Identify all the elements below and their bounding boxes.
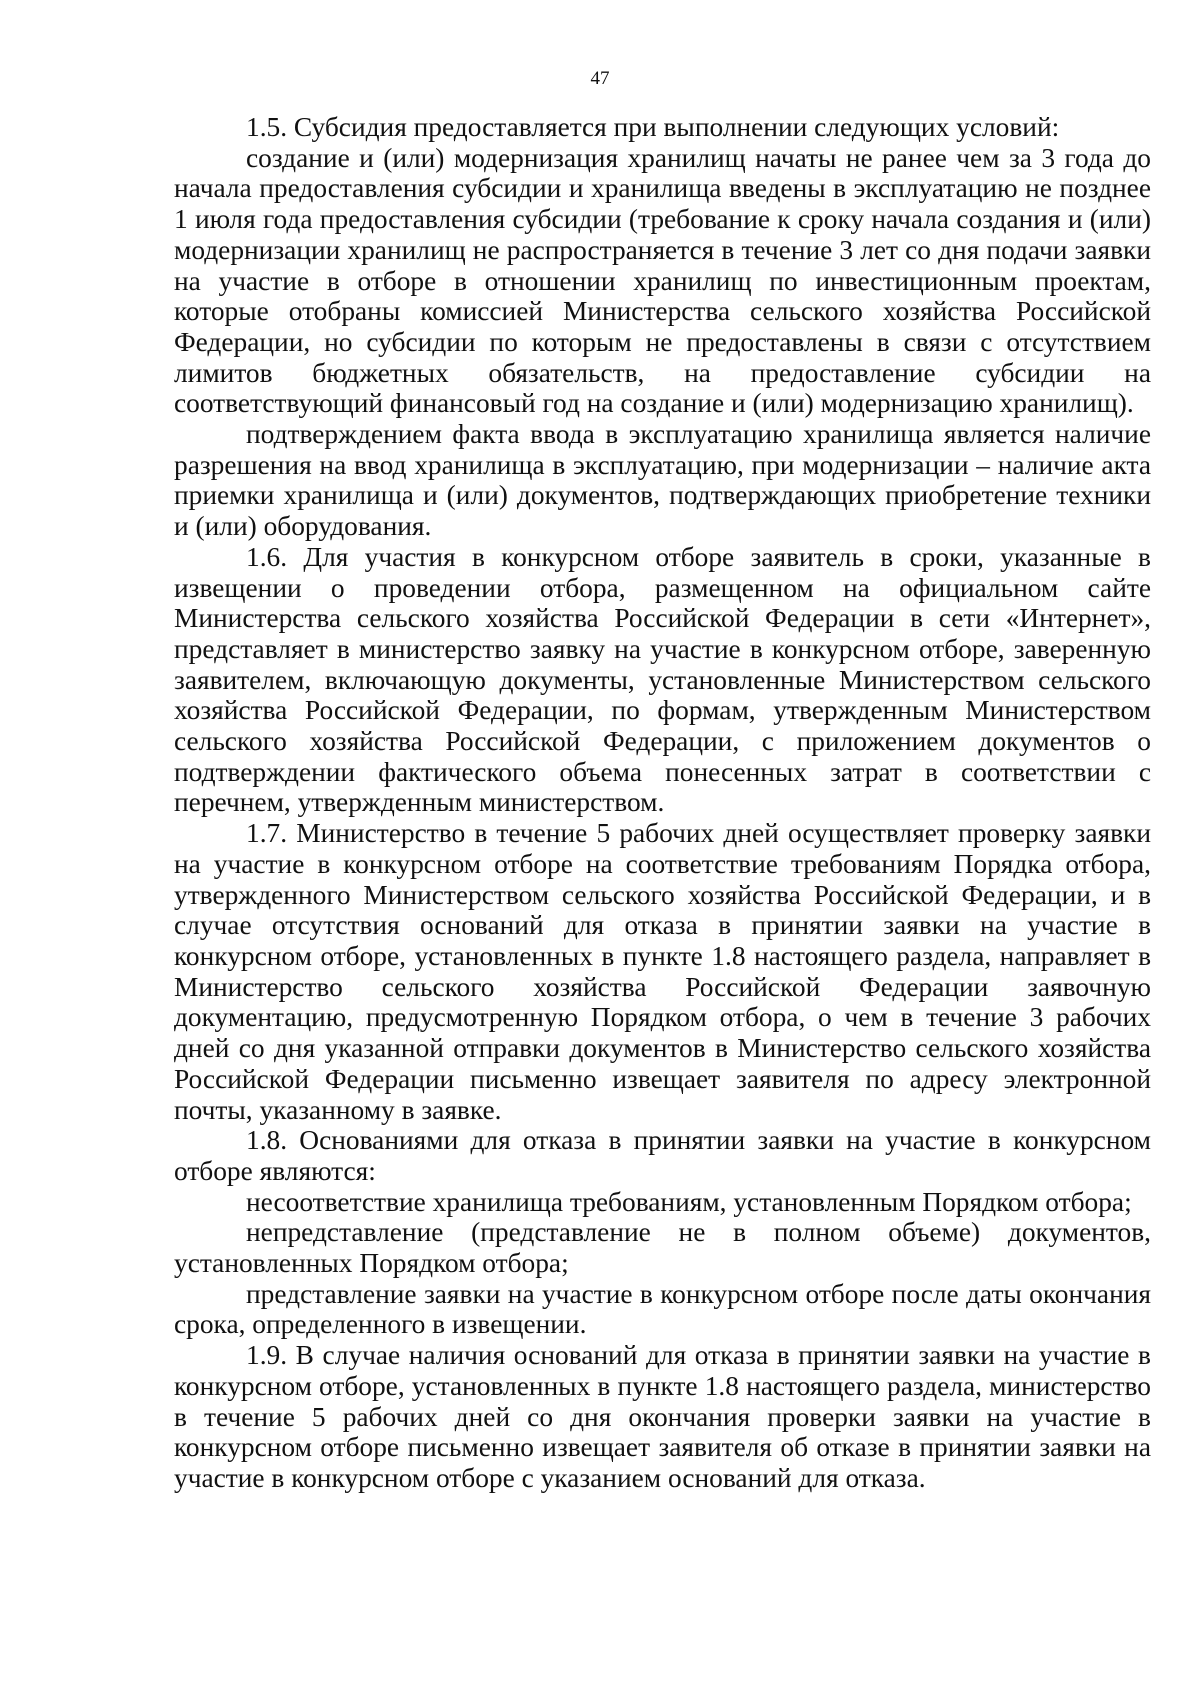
document-body — [174, 112, 1151, 1494]
paragraph-refusal-reason-1: несоответствие хранилища требованиям, установленным Порядком отбора; — [246, 1186, 1132, 1217]
paragraph-1-5: 1.5. Субсидия предоставляется при выполнении следующих условий: — [246, 112, 1060, 142]
paragraph-1-6: 1.6. Для участия в конкурсном отборе заявитель в сроки, указанные в извещении о проведении отбора, размещенном на официальном сайте Министерства сельского хозяйства Российской Федерации в сети «Интернет», представляет в министерство заявку на участие в конкурсном отборе, заверенную заявителем, включающую документы, установленные Министерством сельского хозяйства Российской Федерации, по формам, утвержденным Министерством сельского хозяйства Российской Федерации, с приложением документов о подтверждении фактического объема понесенных затрат в соответствии с перечнем, утвержденным министерством. — [174, 541, 1151, 818]
paragraph-1-8: 1.8. Основаниями для отказа в принятии заявки на участие в конкурсном отборе являются: — [174, 1125, 1151, 1186]
paragraph-1-9: 1.9. В случае наличия оснований для отказа в принятии заявки на участие в конкурсном отборе, установленных в пункте 1.8 настоящего раздела, министерство в течение 5 рабочих дней со дня окончания проверки заявки на участие в конкурсном отборе письменно извещает заявителя об отказе в принятии заявки на участие в конкурсном отборе с указанием оснований для отказа. — [174, 1340, 1151, 1493]
paragraph-refusal-reason-3: представление заявки на участие в конкурсном отборе после даты окончания срока, определенного в извещении. — [174, 1278, 1151, 1340]
paragraph-condition-construction: создание и (или) модернизация хранилищ начаты не ранее чем за 3 года до начала предоставления субсидии и хранилища введены в эксплуатацию не позднее 1 июля года предоставления субсидии (требование к сроку начала создания и (или) модернизации хранилищ не распространяется в течение 3 лет со дня подачи заявки на участие в отборе в отношении хранилищ по инвестиционным проектам, которые отобраны комиссией Министерства сельского хозяйства Российской Федерации, но субсидии по которым не предоставлены в связи с отсутствием лимитов бюджетных обязательств, на предоставление субсидии на соответствующий финансовый год на создание и (или) модернизацию хранилищ). — [174, 142, 1151, 419]
paragraph-refusal-reason-2: непредставление (представление не в полном объеме) документов, установленных Порядком отбора; — [174, 1217, 1151, 1279]
page-number: 47 — [590, 68, 610, 89]
paragraph-condition-commissioning: подтверждением факта ввода в эксплуатацию хранилища является наличие разрешения на ввод хранилища в эксплуатацию, при модернизации – наличие акта приемки хранилища и (или) документов, подтверждающих приобретение техники и (или) оборудования. — [174, 419, 1151, 542]
paragraph-1-7: 1.7. Министерство в течение 5 рабочих дней осуществляет проверку заявки на участие в конкурсном отборе на соответствие требованиям Порядка отбора, утвержденного Министерством сельского хозяйства Российской Федерации, и в случае отсутствия оснований для отказа в принятии заявки на участие в конкурсном отборе, установленных в пункте 1.8 настоящего раздела, направляет в Министерство сельского хозяйства Российской Федерации заявочную документацию, предусмотренную Порядком отбора, о чем в течение 3 рабочих дней со дня указанной отправки документов в Министерство сельского хозяйства Российской Федерации письменно извещает заявителя по адресу электронной почты, указанному в заявке. — [174, 818, 1151, 1125]
